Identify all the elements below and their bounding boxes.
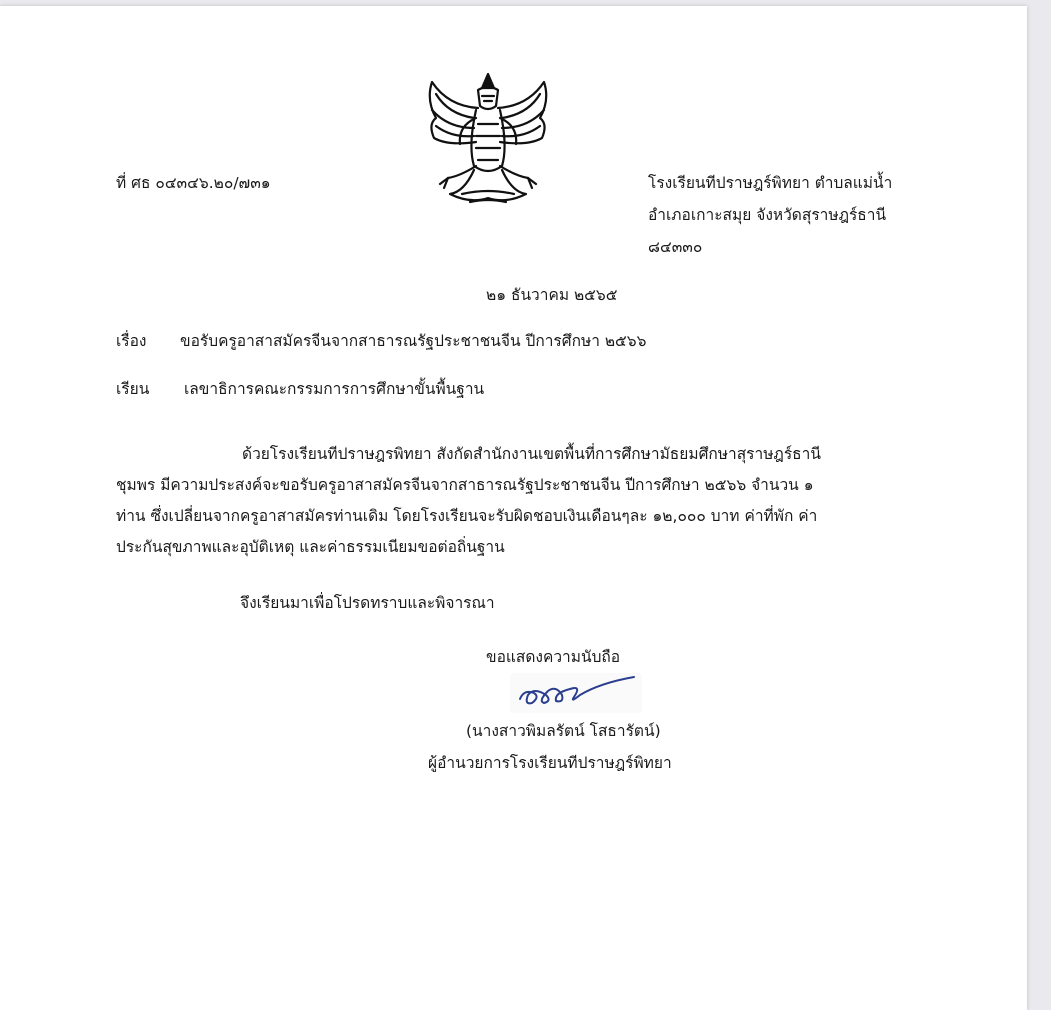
- school-address-line-1: โรงเรียนทีปราษฎร์พิทยา ตำบลแม่น้ำ: [648, 174, 893, 192]
- document-number: ที่ ศธ ๐๔๓๔๖.๒๐/๗๓๑: [116, 174, 271, 192]
- subject-text: ขอรับครูอาสาสมัครจีนจากสาธารณรัฐประชาชนจีน ปีการศึกษา ๒๕๖๖: [180, 332, 647, 350]
- recipient-text: เลขาธิการคณะกรรมการการศึกษาขั้นพื้นฐาน: [184, 380, 485, 398]
- body-line: ท่าน ซึ่งเปลี่ยนจากครูอาสาสมัครท่านเดิม โดยโรงเรียนจะรับผิดชอบเงินเดือนๆละ ๑๒,๐๐๐ บาท ค่าที่พัก ค่า: [116, 507, 818, 525]
- letter-date: ๒๑ ธันวาคม ๒๕๖๕: [486, 286, 618, 304]
- signature-area: [510, 673, 642, 713]
- closing-request: จึงเรียนมาเพื่อโปรดทราบและพิจารณา: [240, 594, 495, 612]
- garuda-emblem-icon: [418, 66, 558, 214]
- closing-phrase: ขอแสดงความนับถือ: [486, 648, 621, 666]
- body-line: ชุมพร มีความประสงค์จะขอรับครูอาสาสมัครจีนจากสาธารณรัฐประชาชนจีน ปีการศึกษา ๒๕๖๖ จำนวน ๑: [116, 476, 814, 494]
- body-paragraph: [116, 439, 906, 563]
- signer-title: ผู้อำนวยการโรงเรียนทีปราษฎร์พิทยา: [428, 754, 672, 772]
- school-address-line-2: อำเภอเกาะสมุย จังหวัดสุราษฎร์ธานี: [648, 206, 887, 224]
- recipient-label: เรียน: [116, 380, 150, 398]
- document-page: [0, 6, 1027, 1010]
- school-postcode: ๘๔๓๓๐: [648, 238, 703, 256]
- signer-name: (นางสาวพิมลรัตน์ โสธารัตน์): [466, 722, 661, 740]
- handwritten-signature-icon: [510, 673, 642, 713]
- subject-label: เรื่อง: [116, 332, 147, 350]
- body-line: ประกันสุขภาพและอุบัติเหตุ และค่าธรรมเนียมขอต่อถิ่นฐาน: [116, 538, 505, 556]
- body-line: ด้วยโรงเรียนทีปราษฎรพิทยา สังกัดสำนักงานเขตพื้นที่การศึกษามัธยมศึกษาสุราษฎร์ธานี: [242, 445, 821, 463]
